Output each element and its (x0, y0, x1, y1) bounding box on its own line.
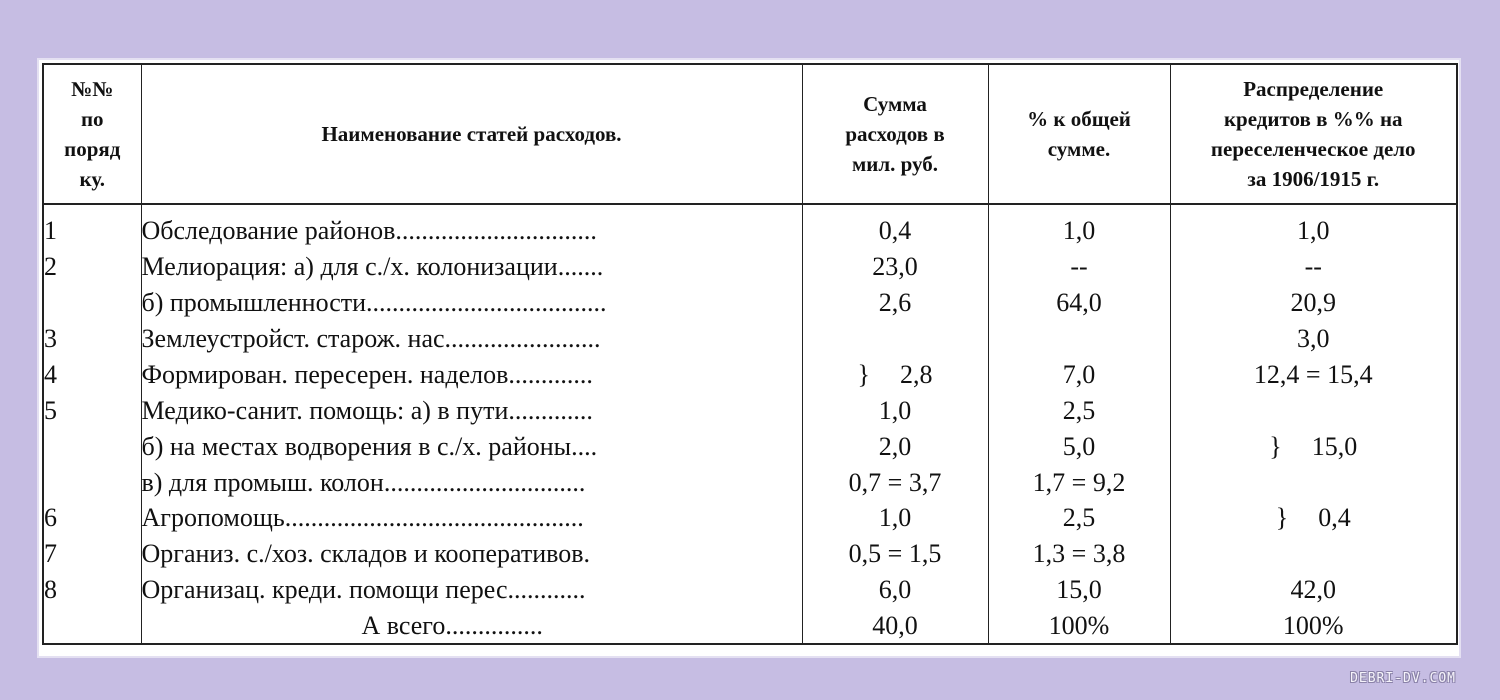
row-distribution: -- (1170, 249, 1457, 285)
row-distribution: 15,0 (1311, 431, 1358, 461)
row-percent: 64,0 (988, 285, 1170, 321)
row-amount: 1,0 (802, 501, 988, 537)
row-distribution: 0,4 (1318, 503, 1351, 533)
row-amount: 0,7 = 3,7 (802, 465, 988, 501)
row-distribution: 20,9 (1170, 285, 1457, 321)
header-number: №№ по поряд ку. (43, 64, 141, 204)
row-percent (988, 321, 1170, 357)
row-distribution: 42,0 (1170, 572, 1457, 608)
table-row (43, 321, 1457, 357)
table-row (43, 357, 1457, 393)
header-item-name: Наименование статей расходов. (141, 64, 802, 204)
row-number (43, 608, 141, 644)
row-amount: 2,8 (899, 359, 933, 389)
row-amount (802, 321, 988, 357)
table-row (43, 285, 1457, 321)
header-distribution: Распределение кредитов в %% на переселенческое дело за 1906/1915 г. (1170, 64, 1457, 204)
row-percent: 5,0 (988, 429, 1170, 465)
row-distribution: 3,0 (1170, 321, 1457, 357)
row-percent: -- (988, 249, 1170, 285)
table-row (43, 536, 1457, 572)
row-amount: 2,0 (802, 429, 988, 465)
row-amount: 2,6 (802, 285, 988, 321)
document-sheet (42, 63, 1456, 653)
total-amount: 40,0 (802, 608, 988, 644)
row-number: 7 (43, 536, 141, 572)
table-row (43, 249, 1457, 285)
row-distribution: 12,4 = 15,4 (1170, 357, 1457, 393)
total-label: А всего............... (141, 608, 802, 644)
table-row (43, 501, 1457, 537)
row-amount: 1,0 (802, 393, 988, 429)
header-row (43, 64, 1457, 204)
brace-mark: } (1269, 431, 1282, 461)
row-percent: 15,0 (988, 572, 1170, 608)
row-percent: 1,0 (988, 204, 1170, 249)
row-amount-cell (802, 357, 988, 393)
row-name: Формирован. пересерен. наделов............. (141, 357, 802, 393)
row-distribution-cell (1170, 501, 1457, 537)
row-amount: 23,0 (802, 249, 988, 285)
row-name: Мелиорация: а) для с./х. колонизации....... (141, 249, 802, 285)
row-name: Агропомощь.............................................. (141, 501, 802, 537)
row-distribution (1170, 536, 1457, 572)
row-name: Землеустройст. старож. нас........................ (141, 321, 802, 357)
table-row (43, 204, 1457, 249)
row-number: 1 (43, 204, 141, 249)
table-row (43, 429, 1457, 465)
row-number: 3 (43, 321, 141, 357)
table-row (43, 393, 1457, 429)
row-percent: 1,7 = 9,2 (988, 465, 1170, 501)
row-name: б) на местах водворения в с./х. районы.... (141, 429, 802, 465)
total-row (43, 608, 1457, 644)
brace-mark: } (857, 359, 870, 389)
row-number: 2 (43, 249, 141, 285)
watermark: DEBRI-DV.COM (1350, 671, 1456, 686)
row-percent: 1,3 = 3,8 (988, 536, 1170, 572)
row-name: Обследование районов............................... (141, 204, 802, 249)
brace-mark: } (1275, 503, 1289, 533)
table-row (43, 465, 1457, 501)
table-row (43, 572, 1457, 608)
row-amount: 0,5 = 1,5 (802, 536, 988, 572)
row-name: Медико-санит. помощь: а) в пути............. (141, 393, 802, 429)
row-amount: 0,4 (802, 204, 988, 249)
row-number: 4 (43, 357, 141, 393)
row-distribution: 1,0 (1170, 204, 1457, 249)
row-amount: 6,0 (802, 572, 988, 608)
total-percent: 100% (988, 608, 1170, 644)
row-percent: 7,0 (988, 357, 1170, 393)
row-percent: 2,5 (988, 393, 1170, 429)
row-distribution (1170, 393, 1457, 429)
row-number: 5 (43, 393, 141, 429)
row-number: 6 (43, 501, 141, 537)
row-name: б) промышленности..................................... (141, 285, 802, 321)
header-amount: Сумма расходов в мил. руб. (802, 64, 988, 204)
row-distribution (1170, 465, 1457, 501)
header-percent: % к общей сумме. (988, 64, 1170, 204)
row-number (43, 465, 141, 501)
row-number (43, 429, 141, 465)
expenses-table (42, 63, 1458, 645)
row-name: в) для промыш. колон............................... (141, 465, 802, 501)
row-name: Организ. с./хоз. складов и кооперативов. (141, 536, 802, 572)
total-distribution: 100% (1170, 608, 1457, 644)
row-percent: 2,5 (988, 501, 1170, 537)
row-number: 8 (43, 572, 141, 608)
row-name: Организац. креди. помощи перес............ (141, 572, 802, 608)
row-number (43, 285, 141, 321)
row-distribution-cell (1170, 429, 1457, 465)
